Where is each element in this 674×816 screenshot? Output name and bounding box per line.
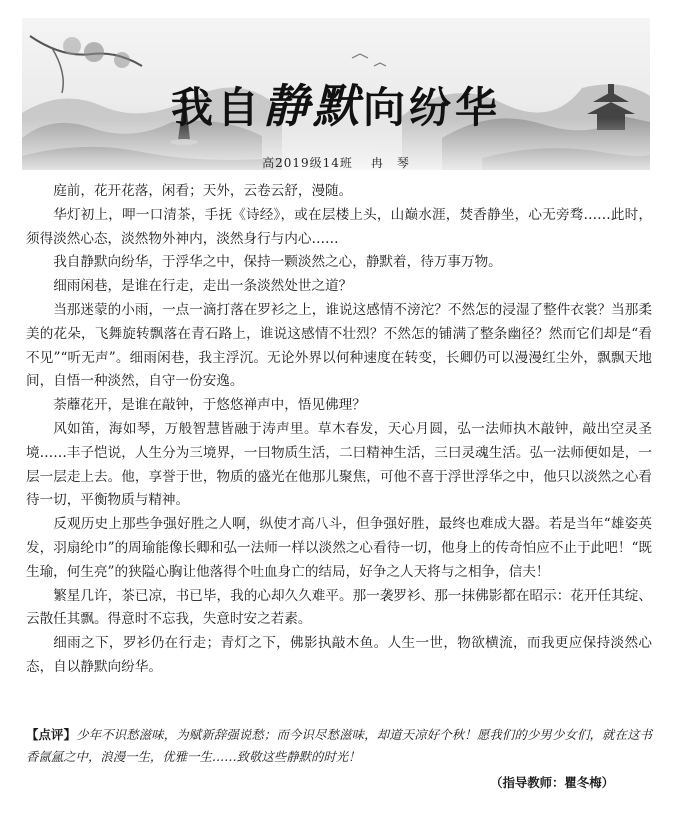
title-part-2: 静默 xyxy=(263,79,363,133)
article-body xyxy=(26,180,652,680)
header-banner xyxy=(22,18,650,170)
advisor-credit: （指导教师：瞿冬梅） xyxy=(490,775,614,790)
comment-text: 少年不识愁滋味，为赋新辞强说愁；而今识尽愁滋味，却道天凉好个秋！愿我们的少男少女们，就在这书香氤氲之中，浪漫一生，优雅一生……致敬这些静默的时光！ xyxy=(26,727,653,764)
page-title xyxy=(22,70,650,136)
title-part-1: 我自 xyxy=(170,83,263,132)
paragraph: 华灯初上，呷一口清茶，手抚《诗经》，或在层楼上头，山巅水涯，焚香静坐，心无旁骛……此时，须得淡然心态，淡然物外神内，淡然身行与内心…… xyxy=(26,206,652,247)
paragraph: 细雨闲巷，是谁在行走，走出一条淡然处世之道？ xyxy=(53,278,353,295)
class-info: 高2019级14班 xyxy=(262,156,353,170)
paragraph: 繁星几许，茶已凉，书已毕，我的心却久久难平。那一袭罗衫、那一抹佛影都在昭示：花开任其绽、云散任其飘。得意时不忘我，失意时安之若素。 xyxy=(26,587,652,628)
teacher-comment xyxy=(26,724,652,768)
paragraph: 反观历史上那些争强好胜之人啊，纵使才高八斗，但争强好胜，最终也难成大器。若是当年“雄姿英发，羽扇纶巾”的周瑜能像长卿和弘一法师一样以淡然之心看待一切，他身上的传奇怕应不止于此吧！“既生瑜，何生亮”的狭隘心胸让他落得个吐血身亡的结局，好争之人天将与之相争，信夫！ xyxy=(26,516,652,580)
paragraph: 庭前，花开花落，闲看；天外，云卷云舒，漫随。 xyxy=(53,183,353,199)
title-part-3: 向纷华 xyxy=(363,83,502,132)
paragraph: 荼蘼花开，是谁在敲钟，于悠悠禅声中，悟见佛理？ xyxy=(53,397,366,414)
paragraph: 细雨之下，罗衫仍在行走；青灯之下，佛影执敲木鱼。人生一世，物欲横流，而我更应保持淡然心态，自以静默向纷华。 xyxy=(26,635,652,675)
paragraph: 风如笛，海如琴，万般智慧皆融于涛声里。草木春发，天心月圆，弘一法师执木敲钟，敲出空灵圣境……丰子恺说，人生分为三境界，一曰物质生活，二曰精神生活，三曰灵魂生活。弘一法师便如是，一层一层走上去。他，享誉于世，物质的盛光在他那儿聚焦，可他不喜于浮世浮华之中，他只以淡然之心看待一切，平衡物质与精神。 xyxy=(26,420,652,509)
paragraph: 当那迷蒙的小雨，一点一滴打落在罗衫之上，谁说这感情不滂沱？不然怎的浸湿了整件衣裳？当那柔美的花朵，飞舞旋转飘落在青石路上，谁说这感情不壮烈？不然怎的铺满了整条幽径？然而它们却是“看不见”“听无声”。细雨闲巷，我主浮沉。无论外界以何种速度在转变，长卿仍可以漫漫红尘外，飘飘天地间，自悟一种淡然，自守一份安逸。 xyxy=(26,301,652,390)
comment-label: 【点评】 xyxy=(26,727,77,742)
byline xyxy=(22,154,650,170)
paragraph: 我自静默向纷华，于浮华之中，保持一颗淡然之心，静默着，待万事万物。 xyxy=(53,254,502,271)
author-name: 冉 琴 xyxy=(370,156,410,170)
